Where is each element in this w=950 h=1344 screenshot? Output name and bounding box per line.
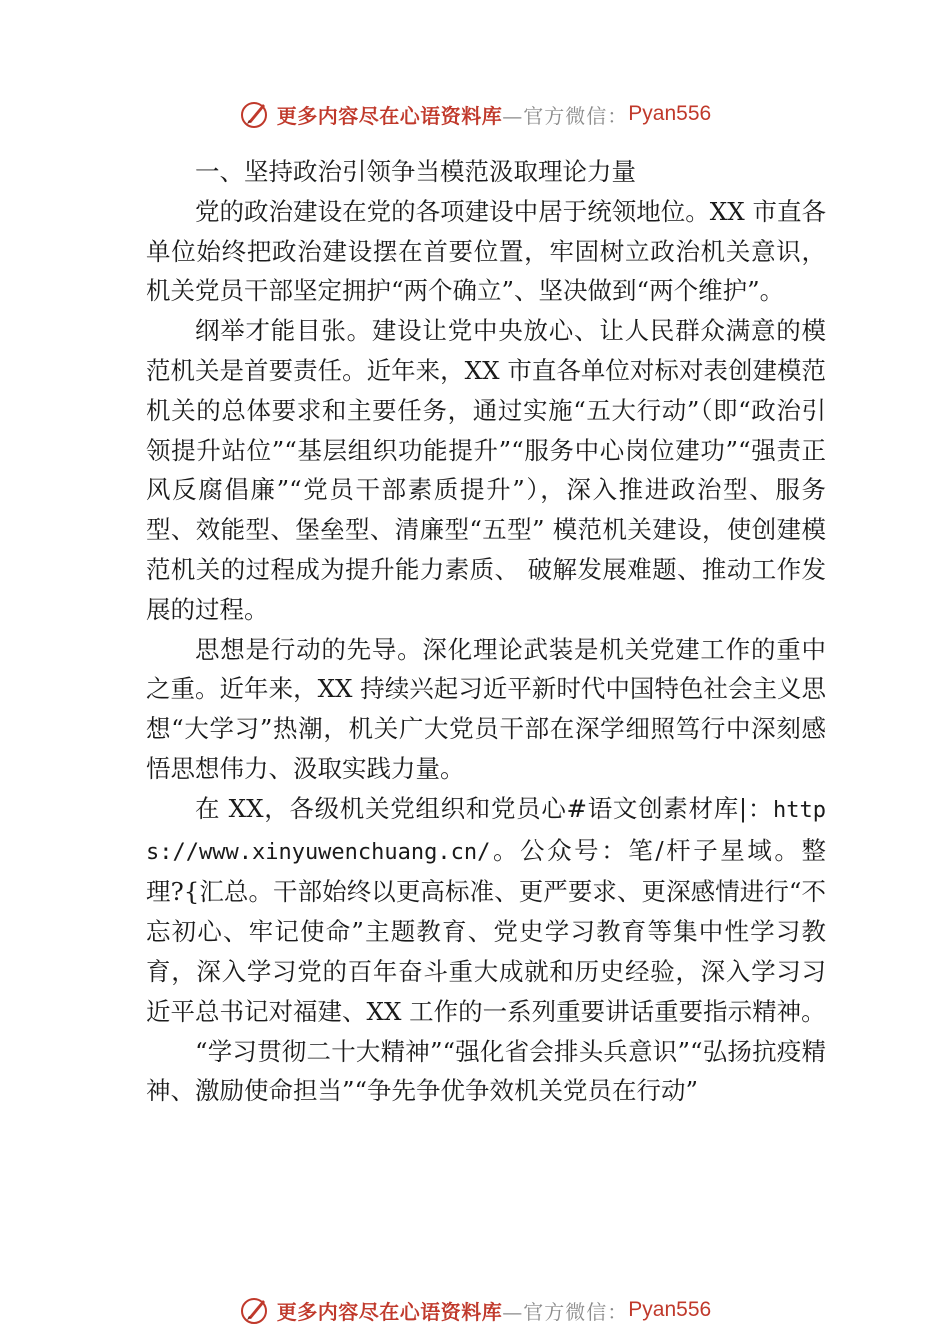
- paragraph-lead: 在 XX，各级机关党组织和党员心#语文创素材库|：: [195, 793, 774, 823]
- paragraph: 纲举才能目张。建设让党中央放心、让人民群众满意的模范机关是首要责任。近年来，XX 市直各单位对标对表创建模范机关的总体要求和主要任务，通过实施“五大行动”（即“政治引领提升站位”“基层组织功能提升”“服务中心岗位建功”“强责正风反腐倡廉”“党员干部素质提升”），深入推进政治型、服务型、效能型、堡垒型、清廉型“五型” 模范机关建设，使创建模范机关的过程成为提升能力素质、 破解发展难题、推动工作发展的过程。: [146, 316, 826, 624]
- watermark-banner-top: [0, 94, 950, 134]
- quill-logo-icon: [239, 1294, 271, 1326]
- url-text: https://www.xinyuwenchuang.cn/: [146, 797, 826, 865]
- section-heading: 一、坚持政治引领争当模范汲取理论力量: [195, 157, 636, 186]
- paragraph: [146, 789, 826, 1032]
- quill-logo-icon: [239, 98, 271, 130]
- watermark-brand: 更多内容尽在心语资料库: [276, 1299, 503, 1324]
- watermark-tail: —官方微信：: [502, 103, 629, 128]
- watermark-wechat-id: Pyan556: [628, 1298, 712, 1321]
- paragraph: “学习贯彻二十大精神”“强化省会排头兵意识”“弘扬抗疫精神、激励使命担当”“争先争优争效机关党员在行动”: [146, 1036, 826, 1106]
- watermark-banner-bottom: [0, 1290, 950, 1330]
- watermark-wechat-id: Pyan556: [628, 102, 712, 125]
- paragraph: 思想是行动的先导。深化理论武装是机关党建工作的重中之重。近年来，XX 持续兴起习近平新时代中国特色社会主义思想“大学习”热潮，机关广大党员干部在深学细照笃行中深刻感悟思想伟力、汲取实践力量。: [146, 634, 826, 783]
- paragraph-rest: 。公众号：笔/杆子星域。整理?{汇总。干部始终以更高标准、更严要求、更深感情进行“不忘初心、牢记使命”主题教育、党史学习教育等集中性学习教育，深入学习党的百年奋斗重大成就和历史经验，深入学习习近平总书记对福建、XX 工作的一系列重要讲话重要指示精神。: [146, 835, 826, 1026]
- watermark-brand: 更多内容尽在心语资料库: [276, 103, 503, 128]
- paragraph: 党的政治建设在党的各项建设中居于统领地位。XX 市直各单位始终把政治建设摆在首要位置，牢固树立政治机关意识，机关党员干部坚定拥护“两个确立”、坚决做到“两个维护”。: [146, 196, 826, 306]
- watermark-tail: —官方微信：: [502, 1299, 629, 1324]
- document-body: [146, 152, 826, 1111]
